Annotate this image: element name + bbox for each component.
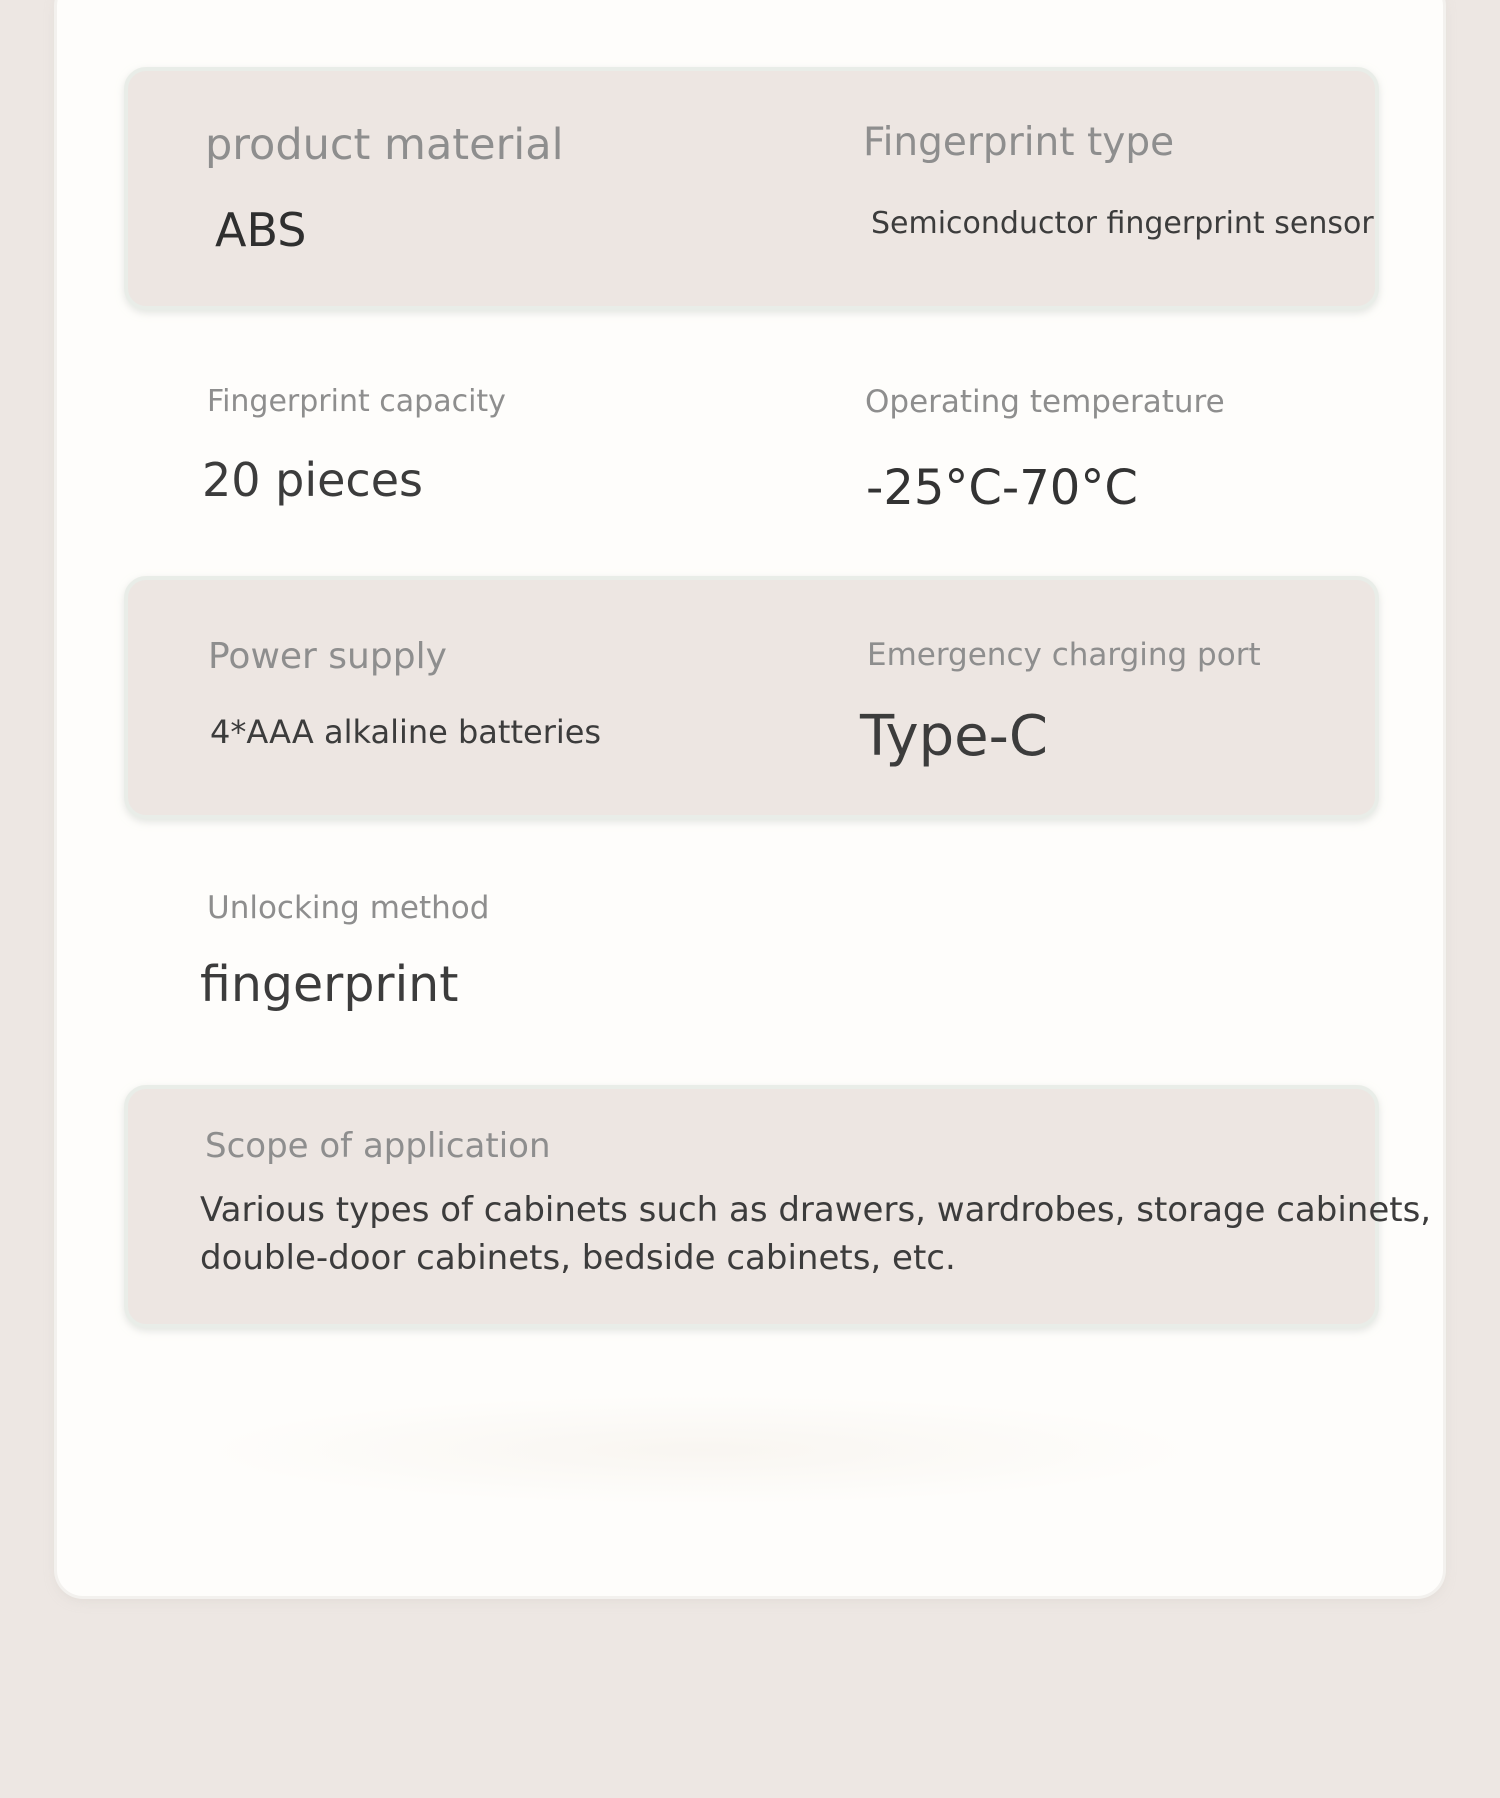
unlocking-method-value: fingerprint: [200, 956, 459, 1013]
fingerprint-type-label: Fingerprint type: [863, 120, 1175, 165]
operating-temperature-value: -25°C-70°C: [866, 460, 1138, 516]
product-material-value: ABS: [215, 203, 307, 257]
charging-port-value: Type-C: [860, 704, 1048, 769]
scope-value-line2: double-door cabinets, bedside cabinets, etc.: [200, 1238, 956, 1278]
scope-label: Scope of application: [205, 1126, 551, 1166]
operating-temperature-label: Operating temperature: [865, 384, 1225, 420]
spec-panel-material-type: [124, 67, 1379, 310]
unlocking-method-label: Unlocking method: [207, 890, 490, 926]
scope-value-line1: Various types of cabinets such as drawers, wardrobes, storage cabinets,: [200, 1190, 1432, 1230]
fingerprint-capacity-value: 20 pieces: [202, 453, 423, 507]
charging-port-label: Emergency charging port: [867, 637, 1261, 673]
spec-panel-power: [124, 576, 1379, 819]
fingerprint-type-value: Semiconductor fingerprint sensor: [871, 206, 1374, 241]
faded-empty-area: [200, 1395, 1200, 1505]
power-supply-label: Power supply: [208, 636, 447, 677]
product-material-label: product material: [205, 120, 564, 170]
power-supply-value: 4*AAA alkaline batteries: [210, 713, 602, 751]
fingerprint-capacity-label: Fingerprint capacity: [207, 384, 506, 419]
